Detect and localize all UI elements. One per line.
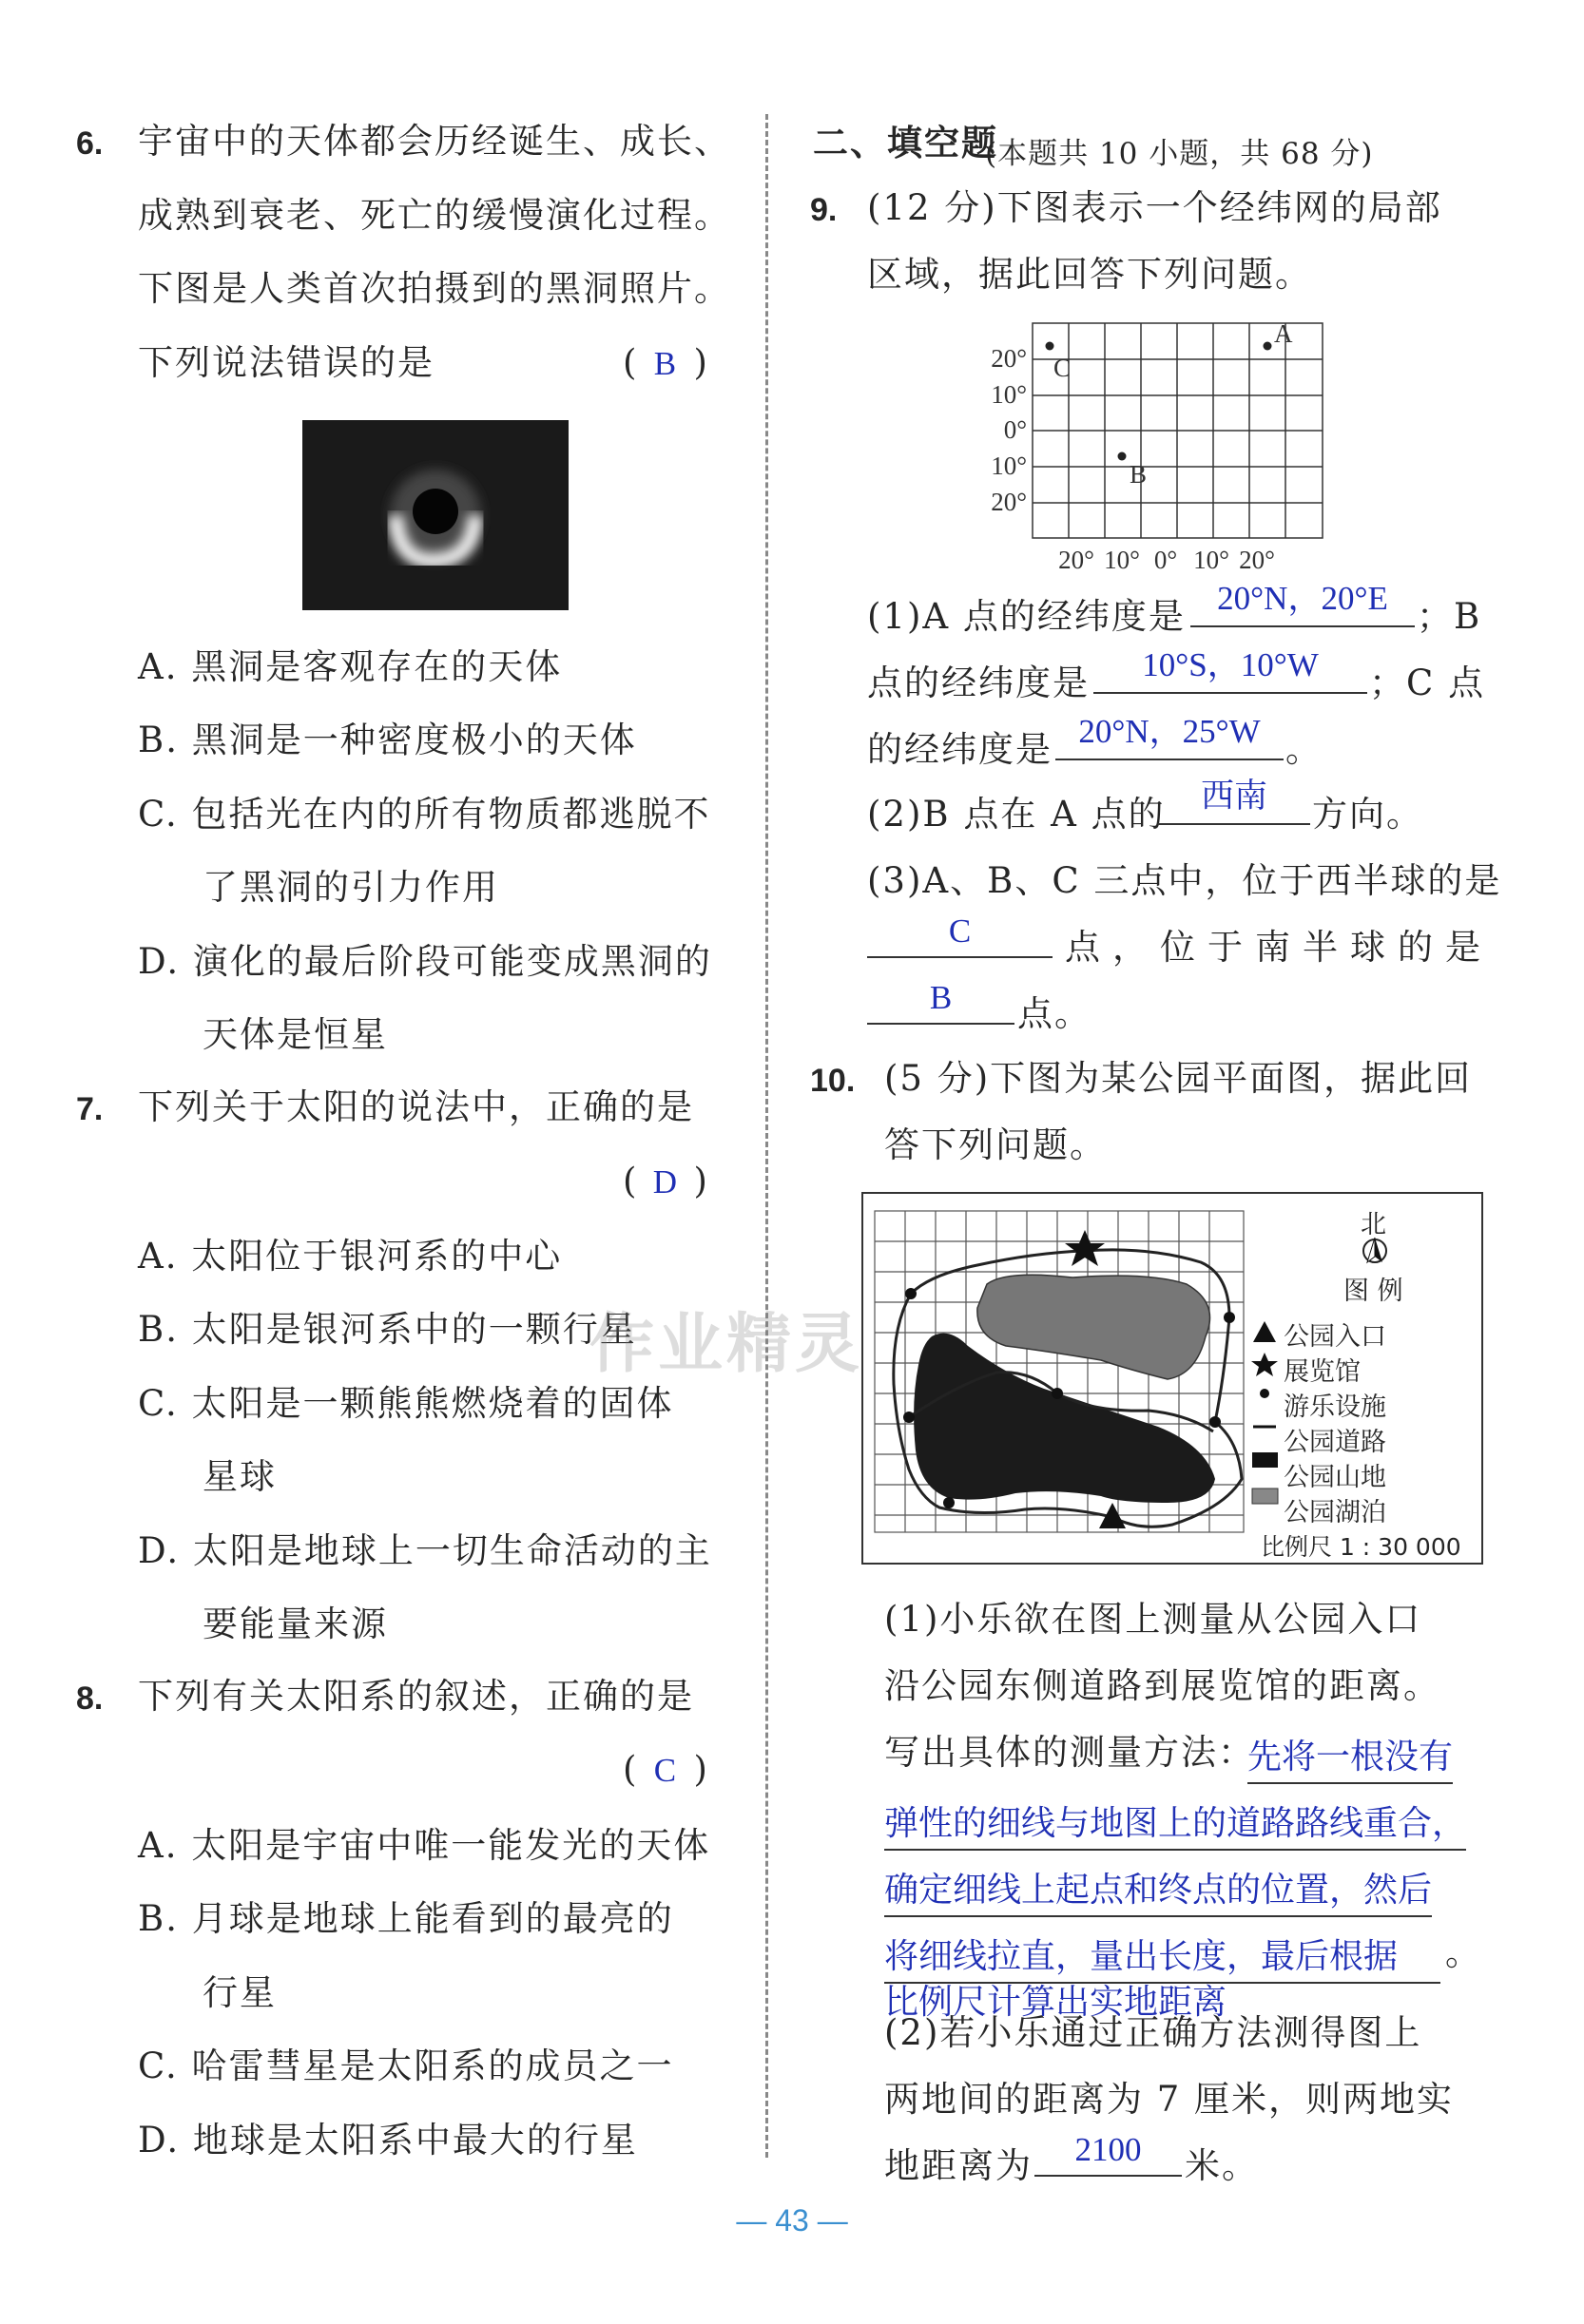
lon-label-5: 20° [1239,546,1275,574]
q9-part2-pre: (2)B 点在 A 点的 [867,794,1166,835]
q7-option-d-line2: 要能量来源 [203,1604,388,1644]
section-title: 二、填空题 [813,123,998,163]
legend-mountain: 公园山地 [1284,1463,1386,1492]
q7-answer-paren: ( D ) [623,1161,709,1201]
q9-part1-blank-b [1093,646,1367,694]
q9-part3-mid: 点，位于南半球的是 [1065,927,1493,968]
q9-part1-mid: ；B [1417,596,1482,637]
q9-stem-line2: 区域，据此回答下列问题。 [867,254,1312,295]
legend-road: 公园道路 [1284,1428,1386,1457]
lat-label-4: 10° [991,451,1027,480]
q10-part2-post: 米。 [1185,2145,1259,2186]
q7-option-b: B. 太阳是银河系中的一颗行星 [138,1309,637,1350]
q9-part1-mid2: ；C 点 [1369,663,1486,703]
q9-part3-blank-a [867,912,1053,958]
q10-part1-line2: 沿公园东侧道路到展览馆的距离。 [884,1665,1440,1706]
q7-answer: D [652,1163,680,1200]
q6-stem-line2: 成熟到衰老、死亡的缓慢演化过程。 [138,195,731,236]
watermark: 作业精灵 [589,1307,864,1382]
q6-option-d-line2: 天体是恒星 [203,1014,388,1055]
q10-part2-blank [1034,2131,1182,2177]
park-map [861,1192,1483,1565]
point-b [1118,452,1127,461]
black-hole-photo [302,420,569,610]
q7-option-a: A. 太阳位于银河系的中心 [138,1236,563,1277]
lat-label-1: 20° [991,344,1027,373]
q9-part1-end: 。 [1285,729,1323,770]
graticule-figure [979,314,1341,580]
north-label: 北 [1361,1210,1386,1239]
q9-part2-blank [1158,778,1310,825]
q9-part1-answer-b: 10°S，10°W [1142,646,1319,683]
q10-answer-line1: 先将一根没有 [1247,1730,1453,1784]
lat-label-5: 20° [991,488,1027,516]
point-b-label: B [1130,460,1148,489]
q10-part2-line1: (2)若小乐通过正确方法测得图上 [884,2012,1422,2053]
q9-part1-answer-c: 20°N，25°W [1078,713,1261,750]
column-divider [765,114,768,2158]
q9-part1-line3-pre: 的经纬度是 [867,729,1053,770]
q6-option-b: B. 黑洞是一种密度极小的天体 [138,720,637,760]
question-number-7: 7. [76,1091,104,1127]
lon-label-1: 20° [1058,546,1094,574]
q8-option-d: D. 地球是太阳系中最大的行星 [138,2120,638,2161]
q9-part1-pre: (1)A 点的经纬度是 [867,596,1186,637]
q9-part1-line2-pre: 点的经纬度是 [867,663,1090,703]
q6-option-c-line2: 了黑洞的引力作用 [203,867,499,908]
lat-label-2: 10° [991,380,1027,409]
q6-stem-line3: 下图是人类首次拍摄到的黑洞照片。 [138,268,731,309]
legend-entrance: 公园入口 [1284,1322,1386,1352]
map-scale: 比例尺 1 : 30 000 [1261,1533,1461,1561]
legend-facility: 游乐设施 [1284,1392,1386,1422]
q8-option-b-line2: 行星 [203,1972,277,2013]
lon-label-2: 10° [1104,546,1140,574]
question-number-9: 9. [810,192,838,228]
q9-part3-answer-a: C [948,912,972,950]
lon-label-3: 0° [1153,546,1178,574]
q10-part1-line3-pre: 写出具体的测量方法： [884,1732,1255,1773]
lon-label-4: 10° [1193,546,1229,574]
question-number-10: 10. [810,1063,856,1099]
q9-part2-answer: 西南 [1200,778,1267,815]
q8-option-c: C. 哈雷彗星是太阳系的成员之一 [138,2046,674,2086]
q6-option-c-line1: C. 包括光在内的所有物质都逃脱不 [138,794,711,835]
q10-part2-line3-pre: 地距离为 [884,2145,1033,2186]
q7-option-c-line1: C. 太阳是一颗熊熊燃烧着的固体 [138,1383,674,1424]
q9-part3-blank-b [867,979,1014,1025]
q8-option-b-line1: B. 月球是地球上能看到的最亮的 [138,1898,674,1939]
q8-answer-paren: ( C ) [623,1749,709,1790]
q7-stem: 下列关于太阳的说法中，正确的是 [138,1086,694,1127]
question-number-8: 8. [76,1681,104,1717]
q9-stem-line1: (12 分)下图表示一个经纬网的局部 [867,187,1442,228]
q10-answer-line2: 弹性的细线与地图上的道路路线重合， [884,1796,1466,1851]
q9-part3-answer-b: B [929,979,953,1016]
q9-part2-post: 方向。 [1312,794,1423,835]
q9-part1-blank-c [1055,713,1284,760]
q8-stem: 下列有关太阳系的叙述，正确的是 [138,1676,694,1717]
q6-option-a: A. 黑洞是客观存在的天体 [138,646,563,687]
question-number-6: 6. [76,125,104,162]
q6-stem-line4: 下列说法错误的是 [138,342,435,383]
q7-option-d-line1: D. 太阳是地球上一切生命活动的主 [138,1530,712,1571]
section-note: (本题共 10 小题，共 68 分) [985,137,1374,171]
page-number: — 43 — [736,2203,848,2238]
q9-part1-answer-a: 20°N，20°E [1217,580,1388,617]
q10-answer-end: 。 [1445,1932,1482,1973]
q9-part1-blank-a [1190,580,1415,627]
legend-title: 图 例 [1343,1277,1403,1306]
q10-answer-line5: 比例尺计算出实地距离 [884,1983,1227,2021]
q6-option-d-line1: D. 演化的最后阶段可能变成黑洞的 [138,941,712,982]
q10-stem-line1: (5 分)下图为某公园平面图，据此回 [884,1058,1473,1099]
legend-lake: 公园湖泊 [1284,1498,1386,1527]
point-a [1264,342,1272,351]
q6-answer-paren: ( B ) [623,342,709,383]
q9-part3-post: 点。 [1017,993,1091,1034]
q10-stem-line2: 答下列问题。 [884,1124,1107,1165]
q9-part3-line1: (3)A、B、C 三点中，位于西半球的是 [867,860,1502,901]
q10-part2-answer: 2100 [1074,2131,1142,2168]
point-a-label: A [1274,319,1293,348]
point-c-label: C [1053,354,1072,382]
lat-label-3: 0° [1003,415,1027,444]
q10-part1-line1: (1)小乐欲在图上测量从公园入口 [884,1599,1422,1640]
q6-answer: B [653,345,679,382]
q8-answer: C [653,1752,679,1789]
q8-option-a: A. 太阳是宇宙中唯一能发光的天体 [138,1825,711,1866]
q10-answer-line4: 将细线拉直，量出长度，最后根据 [884,1930,1440,1984]
q6-stem-line1: 宇宙中的天体都会历经诞生、成长、 [138,121,731,162]
q7-option-c-line2: 星球 [203,1456,277,1497]
q10-part2-line2: 两地间的距离为 7 厘米，则两地实 [884,2079,1455,2120]
legend-exhibition: 展览馆 [1284,1357,1361,1387]
point-c [1046,342,1054,351]
q10-answer-line3: 确定细线上起点和终点的位置，然后 [884,1863,1432,1917]
